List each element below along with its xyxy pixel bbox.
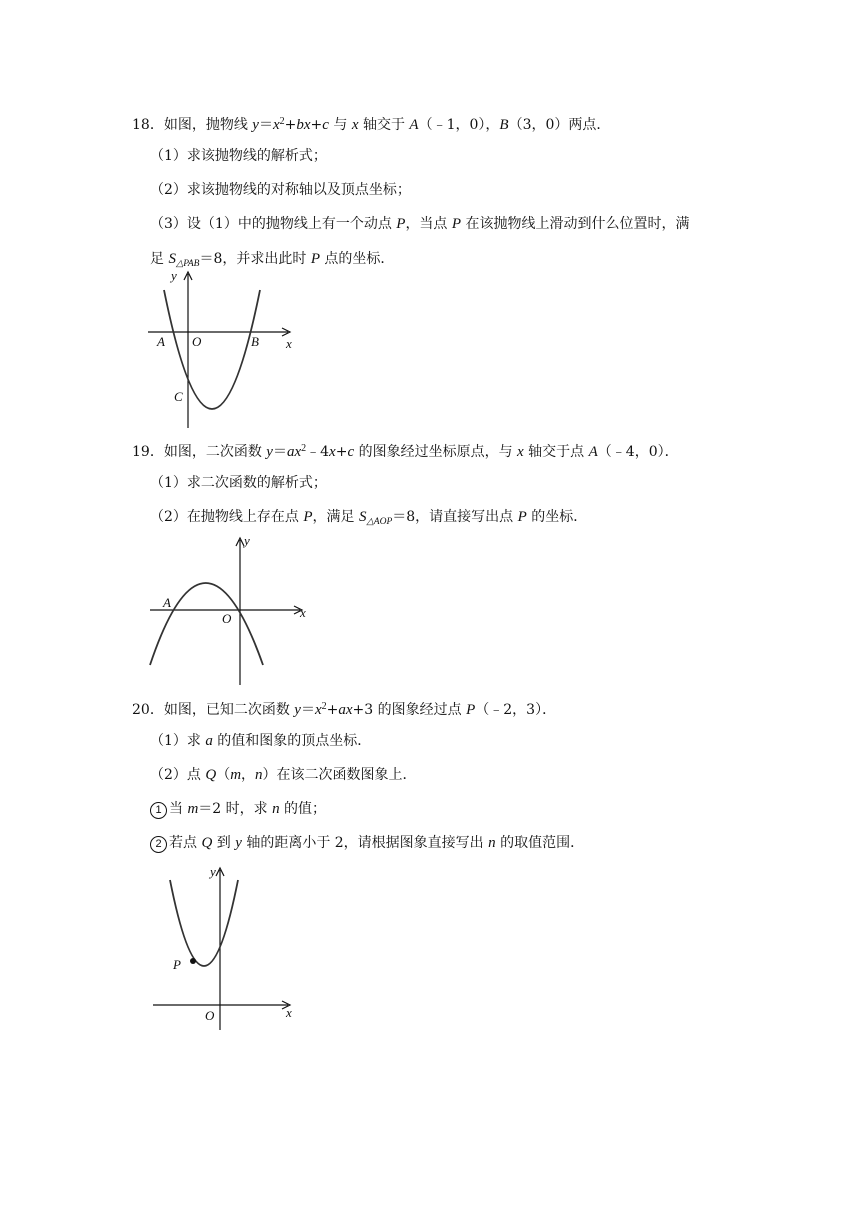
label-x: x — [286, 336, 292, 351]
circled-number: 1 — [150, 802, 167, 819]
label-o: O — [222, 611, 232, 626]
q20-figure — [148, 862, 308, 1032]
q20-subpart-2: 2 若点 Q 到 y 轴的距离小于 2，请根据图象直接写出 n 的取值范围． — [150, 834, 584, 853]
label-y: y — [171, 268, 177, 283]
circled-number: 2 — [150, 836, 167, 853]
q18-line-1: 18．如图，抛物线 $y=x^2+bx+c$ 与 x 轴交于 A（﹣1，0），B（3，0）两点． — [132, 116, 611, 133]
question-number: 18． — [132, 117, 164, 133]
label-p: P — [173, 957, 181, 972]
q19-figure — [145, 535, 315, 687]
label-a: A — [157, 334, 165, 349]
label-c: C — [174, 389, 183, 404]
question-number: 19． — [132, 444, 164, 460]
q18-part-3: （3）设（1）中的抛物线上有一个动点 P，当点 P 在该抛物线上滑动到什么位置时，满 — [150, 216, 690, 232]
label-b: B — [251, 334, 259, 349]
label-x: x — [286, 1005, 292, 1020]
q20-part-1: （1）求 a 的值和图象的顶点坐标． — [150, 733, 372, 749]
q18-part-1: （1）求该抛物线的解析式； — [150, 148, 327, 164]
q20-subpart-1: 1 当 m＝2 时，求 n 的值； — [150, 800, 326, 819]
point-p — [190, 958, 196, 964]
q20-line-1: 20．如图，已知二次函数 $y=x^2+ax+3$ 的图象经过点 P（﹣2，3）． — [132, 701, 557, 718]
label-a: A — [163, 595, 171, 610]
q19-line-1: 19．如图，二次函数 $y=ax^2﹣4x+c$ 的图象经过坐标原点，与 x 轴交于点 A（﹣4，0）． — [132, 443, 679, 460]
label-x: x — [300, 605, 306, 620]
label-o: O — [192, 334, 202, 349]
label-y: y — [210, 864, 216, 879]
label-o: O — [205, 1008, 215, 1023]
question-number: 20． — [132, 702, 164, 718]
q19-part-1: （1）求二次函数的解析式； — [150, 475, 327, 491]
q18-part-2: （2）求该抛物线的对称轴以及顶点坐标； — [150, 182, 411, 198]
q18-part-3-cont: 足 $S_{\triangle PAB}=8$，并求出此时 P 点的坐标． — [150, 251, 395, 269]
q19-part-2: （2）在抛物线上存在点 P，满足 $S_{\triangle AOP}=8$，请直接写出点 P 的坐标． — [150, 509, 588, 527]
q20-part-2: （2）点 Q（m，n）在该二次函数图象上． — [150, 767, 417, 783]
q18-figure — [140, 268, 300, 433]
parabola-curve — [170, 880, 238, 966]
label-y: y — [244, 533, 250, 548]
